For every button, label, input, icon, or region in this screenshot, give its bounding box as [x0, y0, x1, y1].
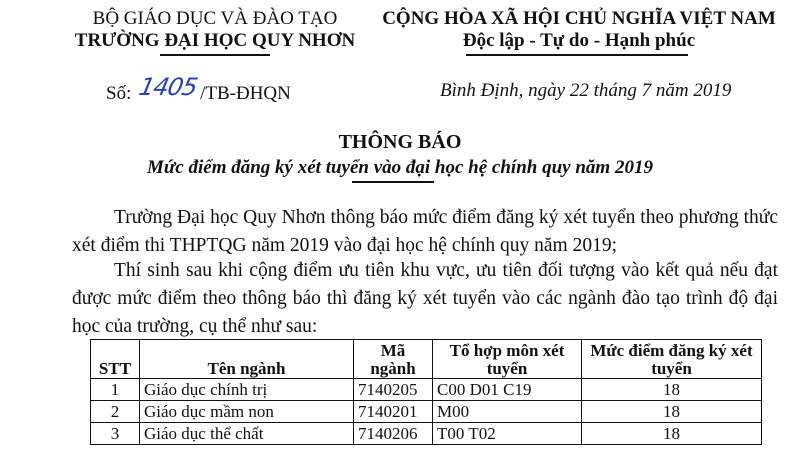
cell-min-score: 18 [582, 379, 762, 401]
header-subject-combo: Tổ hợp môn xét tuyển [433, 340, 582, 379]
table-header-row [91, 340, 762, 379]
cell-subject-combo: M00 [433, 401, 582, 423]
table-row [91, 401, 762, 423]
cell-subject-combo: C00 D01 C19 [433, 379, 582, 401]
cell-stt: 2 [91, 401, 140, 423]
header-major-code: Mã ngành [354, 340, 433, 379]
cell-major-name: Giáo dục chính trị [140, 379, 354, 401]
national-motto: Độc lập - Tự do - Hạnh phúc [462, 30, 696, 51]
cell-major-code: 7140206 [354, 423, 433, 445]
cell-major-code: 7140201 [354, 401, 433, 423]
doc-no-handwritten: 1405 [136, 73, 200, 101]
school-underline [160, 54, 270, 56]
cell-stt: 3 [91, 423, 140, 445]
paragraph-conditions: Thí sinh sau khi cộng điểm ưu tiên khu vực, ưu tiên đối tượng vào kết quả nếu đạt được mức điểm theo thông báo thì đăng ký xét tuyển vào các ngành đào tạo trình độ đại học của trường, cụ thể như sau: [72, 260, 778, 337]
cell-major-code: 7140205 [354, 379, 433, 401]
republic-name: CỘNG HÒA XÃ HỘI CHỦ NGHĨA VIỆT NAM [382, 8, 776, 29]
cell-major-name: Giáo dục thể chất [140, 423, 354, 445]
table-row [91, 379, 762, 401]
cell-stt: 1 [91, 379, 140, 401]
school-name: TRƯỜNG ĐẠI HỌC QUY NHƠN [74, 30, 356, 51]
paragraph-intro: Trường Đại học Quy Nhơn thông báo mức điểm đăng ký xét tuyển theo phương thức xét điểm thi THPTQG năm 2019 vào đại học hệ chính quy năm 2019; [72, 207, 778, 256]
cell-min-score: 18 [582, 423, 762, 445]
header-min-score: Mức điểm đăng ký xét tuyển [582, 340, 762, 379]
header-stt: STT [91, 340, 140, 379]
motto-underline [466, 54, 688, 56]
header-major-name: Tên ngành [140, 340, 354, 379]
table-row [91, 423, 762, 445]
ministry-name: BỘ GIÁO DỤC VÀ ĐÀO TẠO [92, 8, 338, 29]
date-line: Bình Định, ngày 22 tháng 7 năm 2019 [440, 80, 732, 101]
cell-subject-combo: T00 T02 [433, 423, 582, 445]
notice-title: THÔNG BÁO [338, 131, 462, 153]
notice-subtitle: Mức điểm đăng ký xét tuyển vào đại học hệ chính quy năm 2019 [147, 157, 653, 178]
document-number [106, 73, 291, 105]
doc-no-suffix: /TB-ĐHQN [200, 83, 291, 104]
doc-no-label: Số: [106, 83, 132, 104]
admission-score-table [90, 339, 762, 445]
cell-min-score: 18 [582, 401, 762, 423]
cell-major-name: Giáo dục mầm non [140, 401, 354, 423]
subtitle-underline [352, 181, 434, 183]
